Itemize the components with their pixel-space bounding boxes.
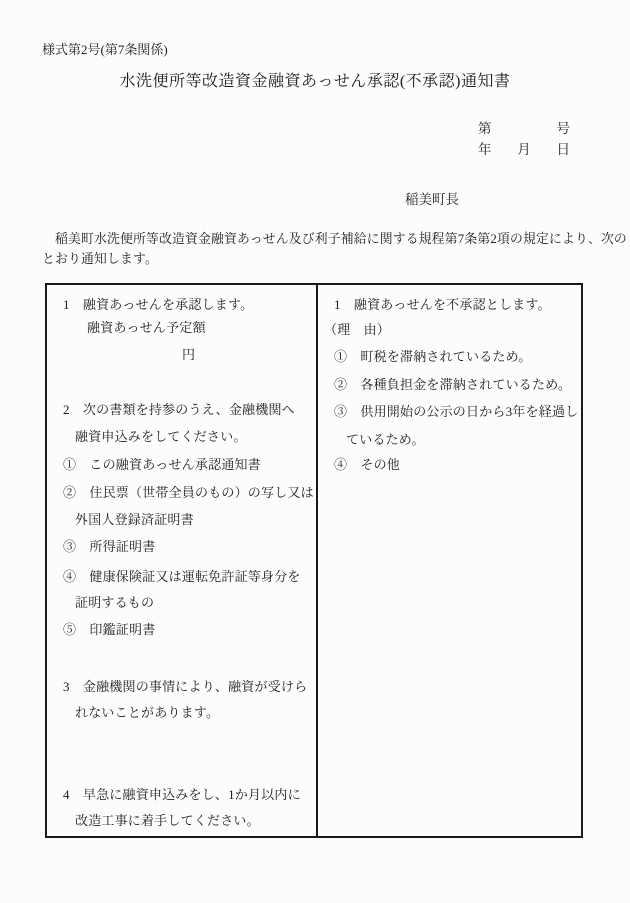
rejection-line-1: 1 融資あっせんを不承認とします。 bbox=[334, 297, 551, 312]
approval-line-7: ② 住民票（世帯全員のもの）の写し又は bbox=[63, 485, 314, 500]
doc-number-suffix: 号 bbox=[556, 121, 570, 136]
approval-line-5: 融資申込みをしてください。 bbox=[75, 429, 247, 444]
approval-line-11: 証明するもの bbox=[75, 595, 155, 610]
date-line bbox=[478, 139, 570, 160]
rejection-line-7: ④ その他 bbox=[334, 457, 401, 472]
rejection-line-6: ているため。 bbox=[346, 432, 425, 447]
approval-line-12: ⑤ 印鑑証明書 bbox=[63, 622, 156, 637]
addressee-mayor: 稲美町長 bbox=[405, 192, 459, 207]
date-year-label: 年 bbox=[478, 142, 492, 157]
approval-column bbox=[47, 285, 318, 836]
approval-line-3: 円 bbox=[182, 347, 196, 362]
approval-line-6: ① この融資あっせん承認通知書 bbox=[63, 457, 261, 472]
approval-line-14: れないことがあります。 bbox=[75, 705, 220, 720]
rejection-line-4: ② 各種負担金を滞納されているため。 bbox=[334, 377, 572, 392]
body-paragraph bbox=[42, 229, 627, 269]
notice-table bbox=[45, 283, 583, 838]
approval-line-16: 改造工事に着手してください。 bbox=[75, 813, 260, 828]
approval-line-15: 4 早急に融資申込みをし、1か月以内に bbox=[63, 787, 301, 802]
form-number-label: 様式第2号(第7条関係) bbox=[42, 42, 168, 57]
approval-line-13: 3 金融機関の事情により、融資が受けら bbox=[63, 679, 308, 694]
date-day-label: 日 bbox=[556, 142, 570, 157]
document-number-block bbox=[478, 118, 570, 160]
rejection-column bbox=[318, 285, 581, 836]
approval-line-2: 融資あっせん予定額 bbox=[87, 320, 206, 335]
approval-line-9: ③ 所得証明書 bbox=[63, 539, 156, 554]
document-number-line bbox=[478, 118, 570, 139]
body-paragraph-line-1: 稲美町水洗便所等改造資金融資あっせん及び利子補給に関する規程第7条第2項の規定により、次の bbox=[42, 232, 627, 246]
date-month-label: 月 bbox=[517, 142, 531, 157]
rejection-line-3: ① 町税を滞納されているため。 bbox=[334, 349, 532, 364]
rejection-line-2: （理 由） bbox=[324, 322, 391, 337]
approval-line-8: 外国人登録済証明書 bbox=[75, 512, 194, 527]
approval-line-4: 2 次の書類を持参のうえ、金融機関へ bbox=[63, 402, 295, 417]
body-paragraph-line-2: とおり通知します。 bbox=[42, 252, 158, 266]
approval-line-1: 1 融資あっせんを承認します。 bbox=[63, 297, 254, 312]
approval-line-10: ④ 健康保険証又は運転免許証等身分を bbox=[63, 569, 301, 584]
rejection-line-5: ③ 供用開始の公示の日から3年を経過し bbox=[334, 404, 579, 419]
doc-number-prefix: 第 bbox=[478, 121, 492, 136]
document-title: 水洗便所等改造資金融資あっせん承認(不承認)通知書 bbox=[119, 73, 511, 90]
